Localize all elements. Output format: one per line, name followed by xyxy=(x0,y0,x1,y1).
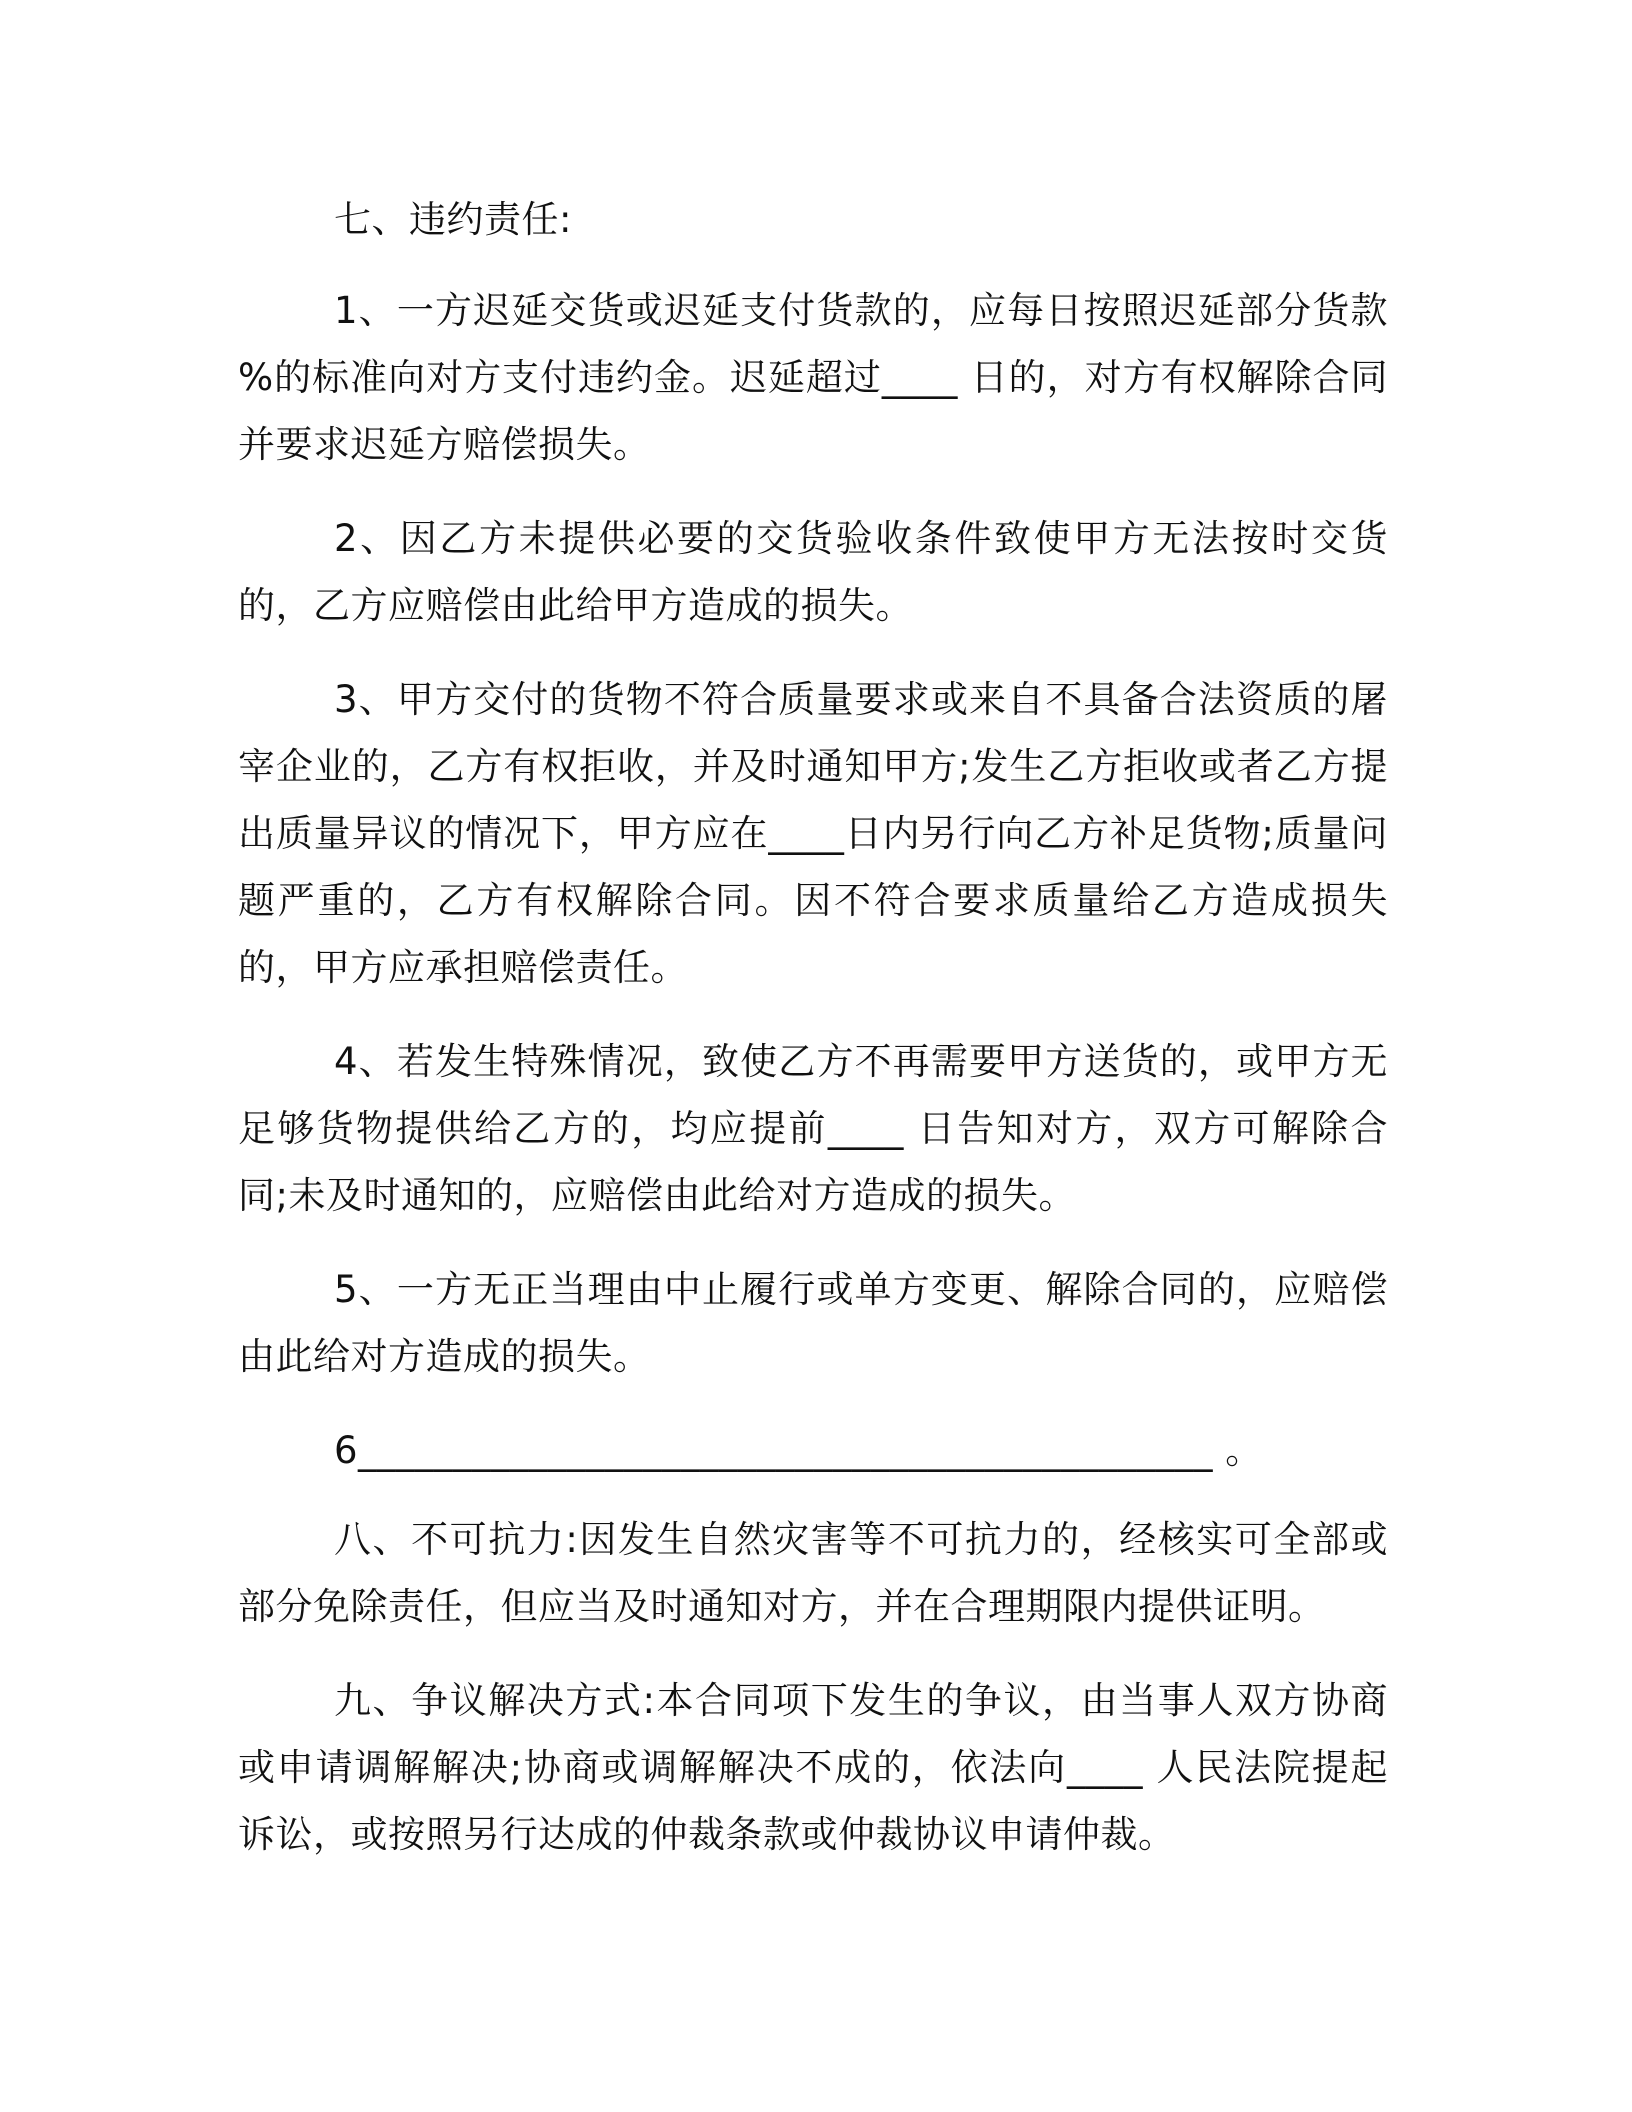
section-dispute-resolution: 九、争议解决方式:本合同项下发生的争议，由当事人双方协商或申请调解解决;协商或调解解决不成的，依法向____ 人民法院提起诉讼，或按照另行达成的仲裁条款或仲裁协议申请仲裁。 xyxy=(238,1679,1388,1856)
contract-body xyxy=(238,186,1388,1895)
section-heading-breach-liability: 七、违约责任: xyxy=(334,198,572,241)
clause-4-special-circumstances: 4、若发生特殊情况，致使乙方不再需要甲方送货的，或甲方无足够货物提供给乙方的，均应提前____ 日告知对方，双方可解除合同;未及时通知的，应赔偿由此给对方造成的损失。 xyxy=(238,1040,1388,1217)
clause-6-blank: 6_____________________________________________ 。 xyxy=(334,1429,1263,1472)
clause-3-quality: 3、甲方交付的货物不符合质量要求或来自不具备合法资质的屠宰企业的，乙方有权拒收，并及时通知甲方;发生乙方拒收或者乙方提出质量异议的情况下，甲方应在____日内另行向乙方补足货物;质量问题严重的，乙方有权解除合同。因不符合要求质量给乙方造成损失的，甲方应承担赔偿责任。 xyxy=(238,678,1388,989)
clause-1-late-delivery: 1、一方迟延交货或迟延支付货款的，应每日按照迟延部分货款 %的标准向对方支付违约金。迟延超过____ 日的，对方有权解除合同并要求迟延方赔偿损失。 xyxy=(238,289,1388,466)
section-force-majeure: 八、不可抗力:因发生自然灾害等不可抗力的，经核实可全部或部分免除责任，但应当及时通知对方，并在合理期限内提供证明。 xyxy=(238,1518,1388,1628)
clause-2-acceptance-conditions: 2、因乙方未提供必要的交货验收条件致使甲方无法按时交货的，乙方应赔偿由此给甲方造成的损失。 xyxy=(238,517,1388,627)
clause-5-unilateral-termination: 5、一方无正当理由中止履行或单方变更、解除合同的，应赔偿由此给对方造成的损失。 xyxy=(238,1268,1388,1378)
